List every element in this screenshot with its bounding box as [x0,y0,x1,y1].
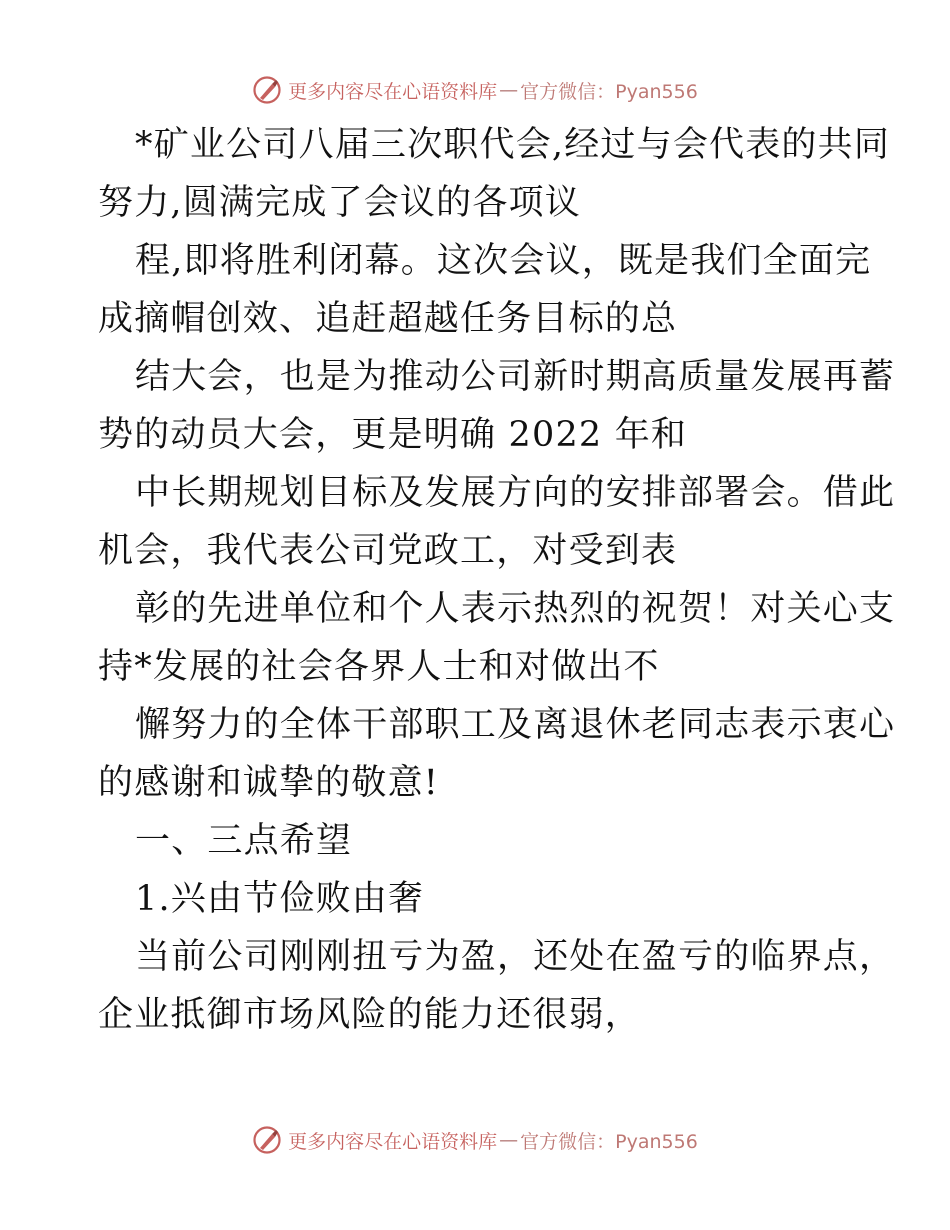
watermark-contact: 官方微信：Pyan556 [520,1130,698,1153]
paragraph-line: 结大会，也是为推动公司新时期高质量发展再蓄 [135,357,896,397]
watermark-separator: — [499,79,519,101]
watermark-text: 更多内容尽在心语资料库 [288,1130,498,1153]
quill-pen-logo-icon [252,75,282,105]
paragraph-line: 程,即将胜利闭幕。这次会议，既是我们全面完 [135,241,872,281]
paragraph-line: 持*发展的社会各界人士和对做出不 [98,647,660,687]
paragraph-line: 机会，我代表公司党政工，对受到表 [98,531,678,571]
paragraph-line: 努力,圆满完成了会议的各项议 [98,183,581,223]
watermark-text: 更多内容尽在心语资料库 [288,80,498,103]
document-body [98,116,896,1044]
subsection-heading: 1.兴由节俭败由奢 [135,879,425,919]
paragraph-line: 懈努力的全体干部职工及离退休老同志表示衷心 [135,705,896,745]
watermark-separator: — [499,1129,519,1151]
paragraph-line: 中长期规划目标及发展方向的安排部署会。借此 [135,473,896,513]
section-heading: 一、三点希望 [135,821,353,861]
paragraph-line: 当前公司刚刚扭亏为盈，还处在盈亏的临界点， [135,937,896,977]
paragraph-line: 企业抵御市场风险的能力还很弱， [98,995,642,1035]
watermark-contact: 官方微信：Pyan556 [520,80,698,103]
header-watermark [0,70,950,110]
paragraph-line: 势的动员大会，更是明确 2022 年和 [98,415,688,455]
paragraph-line: 成摘帽创效、追赶超越任务目标的总 [98,299,678,339]
paragraph-line: 彰的先进单位和个人表示热烈的祝贺！对关心支 [135,589,896,629]
paragraph-line: 的感谢和诚挚的敬意! [98,763,440,803]
footer-watermark [0,1120,950,1160]
quill-pen-logo-icon [252,1125,282,1155]
paragraph-line: *矿业公司八届三次职代会,经过与会代表的共同 [135,125,891,165]
